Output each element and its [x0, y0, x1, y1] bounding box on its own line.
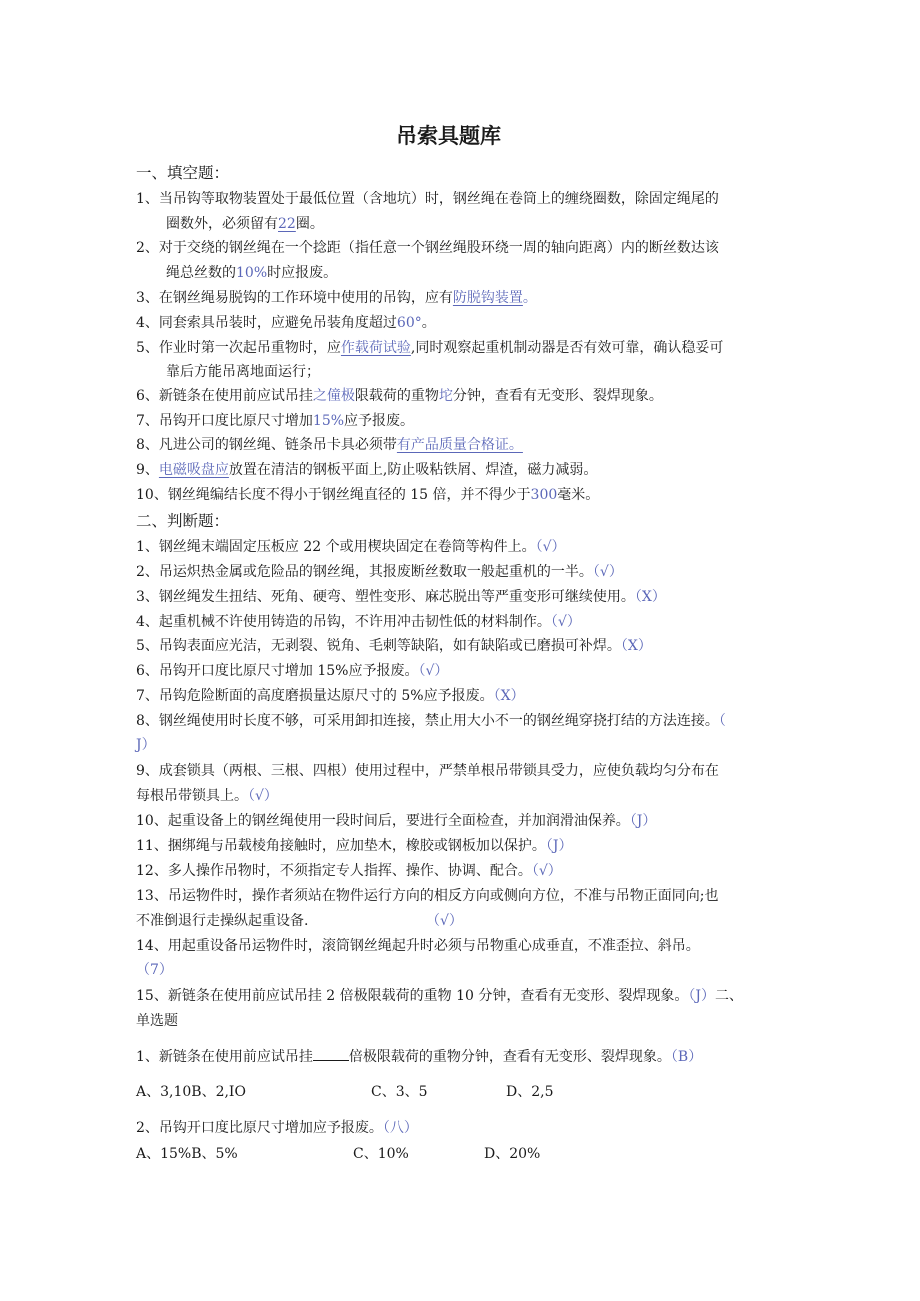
judge-item: 4、起重机械不许使用铸造的吊钩，不许用冲击韧性低的材料制作。（√） [136, 614, 581, 630]
judge-item: 6、吊钩开口度比原尺寸增加 15%应予报废。（√） [136, 663, 449, 679]
judge-item: 12、多人操作吊物时，不须指定专人指挥、操作、协调、配合。（√） [136, 863, 562, 879]
single-q1-option: D、2,5 [506, 1084, 554, 1100]
fill-q10: 10、钢丝绳编结长度不得小于钢丝绳直径的 15 倍，并不得少于300毫米。 [136, 487, 600, 503]
fill-q6: 6、新链条在使用前应试吊挂之僮极限载荷的重物坨分钟，查看有无变形、裂焊现象。 [136, 388, 663, 404]
judge-item: 14、用起重设备吊运物件时，滚筒钢丝绳起升时必须与吊物重心成垂直，不准歪拉、斜吊。 [136, 938, 700, 954]
fill-q6-answer-2: 坨 [438, 388, 453, 404]
single-q1-option: A、3,10B、2,IO [136, 1084, 246, 1100]
fill-q1-line1: 1、当吊钩等取物装置处于最低位置（含地坑）时，钢丝绳在卷筒上的缠绕圈数，除固定绳尾的 [136, 191, 719, 207]
fill-q9: 9、电磁吸盘应放置在清洁的钢板平面上,防止吸粘铁屑、焊渣，磁力减弱。 [136, 462, 598, 478]
fill-q7: 7、吊钩开口度比原尺寸增加15%应予报废。 [136, 413, 415, 429]
section-heading-judge: 二、判断题： [136, 512, 230, 530]
answer-blank [313, 1046, 349, 1061]
judge-item-mark-wrap: J） [136, 737, 156, 753]
single-q2-answer: （八） [382, 1120, 418, 1136]
fill-q6-answer-1: 之僮极 [312, 388, 355, 404]
single-q2-option: D、20% [484, 1146, 541, 1162]
single-q2: 2、吊钩开口度比原尺寸增加应予报废。（八） [136, 1120, 418, 1136]
judge-item-mark: （√） [426, 913, 463, 929]
section-heading-single: 单选题 [136, 1013, 178, 1029]
judge-item: 10、起重设备上的钢丝绳使用一段时间后，要进行全面检查，并加润滑油保养。（J） [136, 813, 657, 829]
fill-q2-answer: 10% [236, 265, 268, 281]
fill-q3-answer: 防脱钩装置 [452, 290, 523, 306]
judge-item-mark: （7） [136, 962, 173, 978]
judge-item: 13、吊运物件时，操作者须站在物件运行方向的相反方向或侧向方位，不准与吊物正面同向;也 [136, 888, 719, 904]
fill-q7-answer: 15% [312, 413, 345, 429]
fill-q5-line2: 靠后方能吊离地面运行； [166, 364, 320, 380]
fill-q9-answer: 电磁吸盘应 [158, 462, 229, 478]
fill-q10-answer: 300 [530, 487, 558, 503]
single-q1-answer: （B） [670, 1049, 703, 1065]
judge-item: 1、钢丝绳末端固定压板应 22 个或用楔块固定在卷筒等构件上。（√） [136, 539, 566, 555]
section-heading-fill: 一、填空题： [136, 164, 230, 182]
fill-q8: 8、凡进公司的钢丝绳、链条吊卡具必须带有产品质量合格证。 [136, 437, 523, 453]
judge-item: 9、成套锁具（两根、三根、四根）使用过程中，严禁单根吊带锁具受力，应使负载均匀分布在 [136, 763, 719, 779]
fill-q2-line2: 绳总丝数的10%时应报废。 [166, 265, 338, 281]
judge-item: 11、捆绑绳与吊载棱角接触时，应加垫木，橡胶或钢板加以保护。（J） [136, 838, 573, 854]
fill-q5-answer: 作载荷试验 [340, 340, 411, 356]
fill-q1-line2: 圈数外，必须留有22圈。 [166, 216, 324, 232]
judge-item: 3、钢丝绳发生扭结、死角、硬弯、塑性变形、麻芯脱出等严重变形可继续使用。（X） [136, 589, 666, 605]
judge-item-wrap: 不准倒退行走操纵起重设备. [136, 913, 309, 929]
single-q2-option: A、15%B、5% [136, 1146, 238, 1162]
fill-q5-line1: 5、作业时第一次起吊重物时，应作载荷试验,同时观察起重机制动器是否有效可靠，确认稳妥可 [136, 340, 724, 356]
fill-q3: 3、在钢丝绳易脱钩的工作环境中使用的吊钩，应有防脱钩装置。 [136, 290, 537, 306]
judge-item: 2、吊运炽热金属或危险品的钢丝绳，其报废断丝数取一般起重机的一半。（√） [136, 564, 623, 580]
fill-q4: 4、同套索具吊装时，应避免吊装角度超过60°。 [136, 315, 436, 331]
judge-item: 5、吊钩表面应光洁，无剥裂、锐角、毛刺等缺陷，如有缺陷或已磨损可补焊。（X） [136, 638, 652, 654]
single-q1: 1、新链条在使用前应试吊挂 倍极限载荷的重物分钟，查看有无变形、裂焊现象。（B） [136, 1046, 702, 1067]
single-q2-option: C、10% [353, 1146, 409, 1162]
fill-q1-answer: 22 [278, 216, 296, 232]
judge-item: 7、吊钩危险断面的高度磨损量达原尺寸的 5%应予报废。（X） [136, 688, 525, 704]
fill-q8-answer: 有产品质量合格证。 [396, 437, 523, 453]
judge-item-wrap: 每根吊带锁具上。（√） [136, 788, 278, 804]
fill-q2-line1: 2、对于交绕的钢丝绳在一个捻距（指任意一个钢丝绳股环绕一周的轴向距离）内的断丝数达该 [136, 240, 719, 256]
single-q1-option: C、3、5 [371, 1084, 428, 1100]
judge-item: 8、钢丝绳使用时长度不够，可采用卸扣连接，禁止用大小不一的钢丝绳穿挠打结的方法连接。（ [136, 713, 726, 729]
judge-item: 15、新链条在使用前应试吊挂 2 倍极限载荷的重物 10 分钟，查看有无变形、裂焊现象。（J）二、 [136, 988, 743, 1004]
fill-q4-answer: 60° [396, 315, 422, 331]
page-title: 吊索具题库 [396, 124, 501, 148]
